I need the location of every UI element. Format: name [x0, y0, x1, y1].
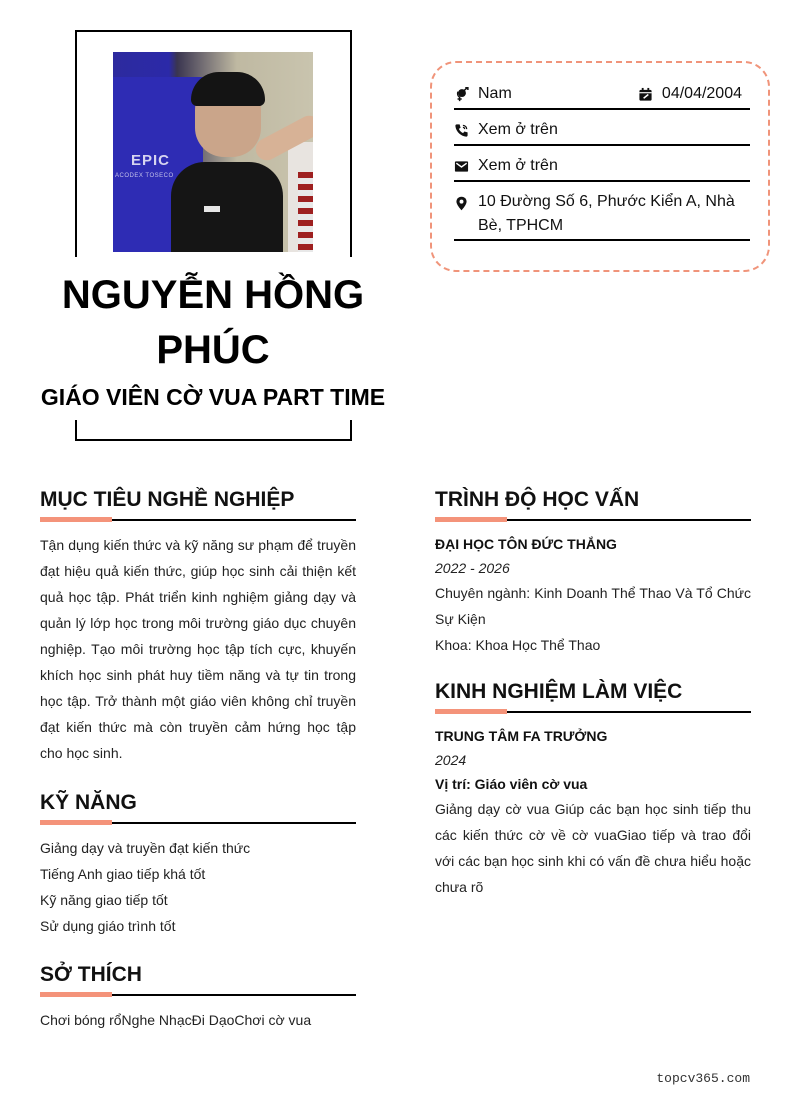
candidate-name: NGUYỄN HỒNG PHÚC: [61, 273, 365, 372]
skill-item: Giảng dạy và truyền đạt kiến thức: [40, 840, 251, 856]
photo-bg-logo: EPIC: [131, 152, 171, 169]
experience-description: Giảng dạy cờ vua Giúp các bạn học sinh tiếp thu các kiến thức cờ về cờ vuaGiao tiếp và trao đổi với các bạn học sinh khi có vấn đề chưa hiểu hoặc chưa rõ: [435, 801, 751, 895]
section-skills: [40, 790, 356, 939]
dob-group: [638, 82, 742, 106]
contact-row-gender: [454, 82, 750, 110]
experience-position: Vị trí: Giáo viên cờ vua: [435, 776, 588, 792]
education-period: 2022 - 2026: [435, 560, 510, 576]
email-value: Xem ở trên: [478, 157, 558, 174]
objective-text: Tận dụng kiến thức và kỹ năng sư phạm để truyền đạt hiệu quả kiến thức, giúp học sinh cải thiện kết quả học tập. Phát triển kinh nghiệm giảng dạy và quản lý lớp học trong môi trường giáo dục chuyên nghiệp. Tạo môi trường học tập tích cực, khuyến khích học sinh phát huy tiềm năng và tự tin trong học tập. Trở thành một giáo viên không chỉ truyền đạt kiến thức mà còn truyền cảm hứng học tập cho học sinh.: [40, 537, 356, 761]
location-icon: [454, 193, 478, 213]
skill-item: Sử dụng giáo trình tốt: [40, 918, 176, 934]
calendar-icon: [638, 84, 662, 104]
phone-value: Xem ở trên: [478, 121, 558, 138]
email-icon: [454, 156, 478, 176]
gender-icon: [454, 84, 478, 104]
section-experience: [435, 679, 751, 900]
section-title: KINH NGHIỆM LÀM VIỆC: [435, 680, 683, 703]
section-title: KỸ NĂNG: [40, 791, 137, 814]
contact-row-address: [454, 190, 750, 241]
section-objective: [40, 487, 356, 766]
section-title: SỞ THÍCH: [40, 963, 142, 986]
section-rule: [435, 517, 751, 522]
education-faculty: Khoa: Khoa Học Thể Thao: [435, 637, 601, 653]
education-major: Chuyên ngành: Kinh Doanh Thể Thao Và Tổ Chức Sự Kiện: [435, 585, 751, 627]
photo-bg-stripes: [298, 172, 313, 252]
photo-shirt: [171, 162, 283, 252]
photo-hair: [191, 72, 265, 106]
contact-row-phone: [454, 118, 750, 146]
experience-period: 2024: [435, 752, 467, 768]
hobbies-text: Chơi bóng rổNghe NhạcĐi DạoChơi cờ vua: [40, 1012, 312, 1028]
dob-value: 04/04/2004: [661, 85, 742, 102]
gender-value: Nam: [478, 85, 512, 102]
section-rule: [40, 820, 356, 825]
photo-bg-logo-sub: ACODEX TOSECO: [115, 173, 174, 179]
footer-watermark: topcv365.com: [656, 1071, 750, 1086]
company-name: TRUNG TÂM FA TRƯỞNG: [435, 728, 608, 744]
section-education: [435, 487, 751, 658]
contact-box: [430, 61, 770, 272]
photo-shirt-badge: [204, 206, 220, 212]
section-title: TRÌNH ĐỘ HỌC VẤN: [435, 488, 640, 511]
section-title: MỤC TIÊU NGHỀ NGHIỆP: [40, 488, 295, 511]
school-name: ĐẠI HỌC TÔN ĐỨC THẮNG: [435, 536, 617, 552]
photo-frame-bottom: [75, 420, 352, 441]
section-rule: [40, 517, 356, 522]
skill-item: Kỹ năng giao tiếp tốt: [40, 892, 168, 908]
section-hobbies: [40, 962, 356, 1033]
contact-row-email: [454, 154, 750, 182]
job-title: GIÁO VIÊN CỜ VUA PART TIME: [40, 384, 386, 410]
phone-icon: [454, 120, 478, 140]
skill-item: Tiếng Anh giao tiếp khá tốt: [40, 866, 206, 882]
section-rule: [435, 709, 751, 714]
profile-photo: [113, 52, 313, 252]
section-rule: [40, 992, 356, 997]
address-value: 10 Đường Số 6, Phước Kiển A, Nhà Bè, TPHCM: [478, 193, 735, 234]
